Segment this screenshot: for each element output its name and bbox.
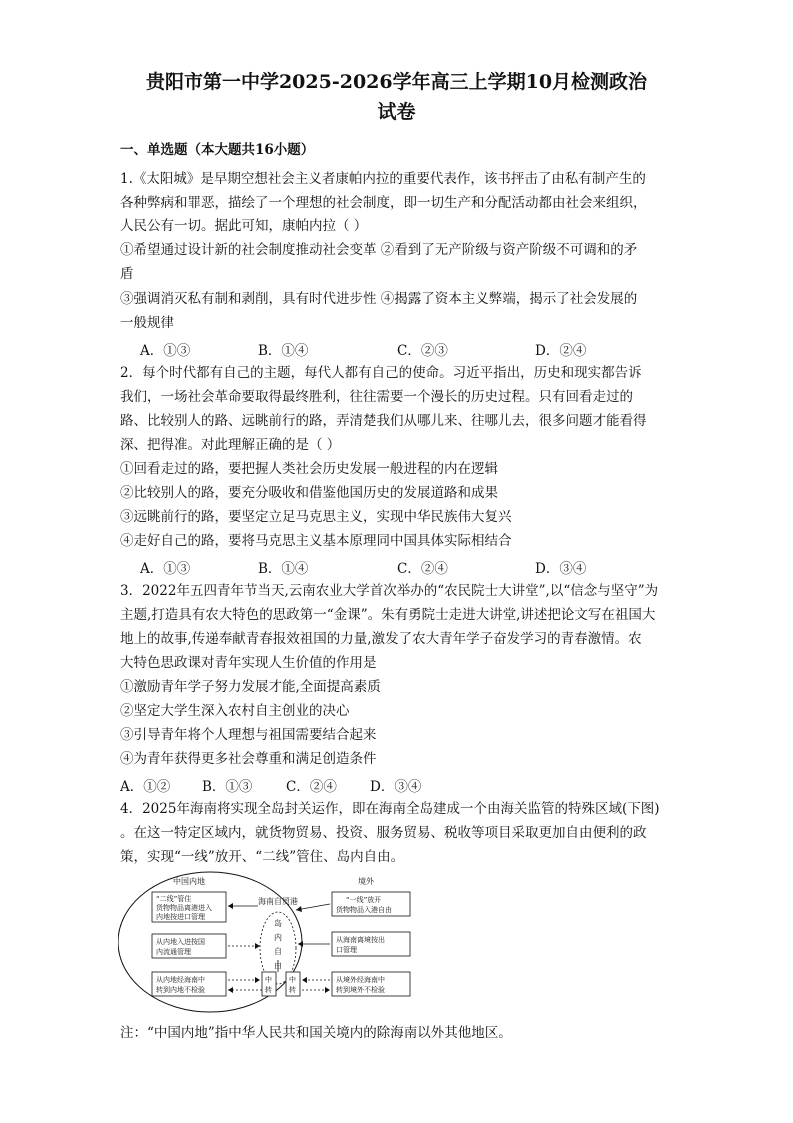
question-3-line: ③引导青年将个人理想与祖国需要结合起来 [120,727,377,743]
question-3-line: ②坚定大学生深入农村自主创业的决心 [120,703,350,719]
island-char: 自 [274,947,282,956]
question-1-line: ①希望通过设计新的社会制度推动社会变革 ②看到了无产阶级与资产阶级不可调和的矛 [120,242,638,258]
page-title-line2: 试卷 [377,101,416,123]
question-1-option-d[interactable]: D．②④ [535,343,587,359]
question-1-line: 1.《太阳城》是早期空想社会主义者康帕内拉的重要代表作，该书抨击了由私有制产生的 [120,171,646,187]
box-text: 转到内地不检验 [156,986,205,994]
box-text: 内地按进口管理 [156,913,205,921]
question-2-line: ①回看走过的路，要把握人类社会历史发展一般进程的内在逻辑 [120,461,498,477]
box-text: 从内地经海南中 [156,976,205,984]
transit-char: 中 [289,976,296,984]
mainland-label: 中国内地 [173,877,205,886]
arrow-head [298,941,303,947]
diagram-note: 注：“中国内地”指中华人民共和国关境内的除海南以外其他地区。 [120,1025,512,1041]
question-3-line: ④为青年获得更多社会尊重和满足创造条件 [120,751,377,767]
question-2-option-d[interactable]: D．③④ [535,561,587,577]
question-2-line: 路、比较别人的路、远眺前行的路，弄清楚我们从哪儿来、往哪儿去，很多问题才能看得 [120,413,647,429]
question-3-line: 大特色思政课对青年实现人生价值的作用是 [120,655,377,671]
question-3-line: 地上的故事,传递奉献青春报效祖国的力量,激发了农大青年学子奋发学习的青春激情。农 [120,631,642,647]
section-heading: 一、单选题（本大题共16小题） [120,142,315,158]
island-char: 由 [274,961,282,970]
box-text: “二线”管住 [156,895,192,903]
question-2-line: ④走好自己的路，要将马克思主义基本原理同中国具体实际相结合 [120,533,512,549]
transit-char: 中 [265,976,272,984]
question-1-line: 一般规律 [120,315,174,331]
question-2-line: 2．每个时代都有自己的主题，每代人都有自己的使命。习近平指出，历史和现实都告诉 [120,365,642,381]
arrow-head [296,906,302,912]
box-text: 口管理 [336,946,357,954]
question-4-line: 策，实现“一线”放开、“二线”管住、岛内自由。 [120,849,405,865]
question-3-option-c[interactable]: C．②④ [286,779,337,795]
box-text: “一线”放开 [346,896,382,904]
arrow-head [302,977,307,983]
box-text: 从内地入进按国 [156,938,205,946]
ftp-label: 海南自贸港 [258,897,298,906]
question-1-line: 各种弊病和罪恶，描绘了一个理想的社会制度，即一切生产和分配活动都由社会来组织， [120,195,647,211]
abroad-label: 境外 [358,877,374,886]
arrow-head [255,943,260,949]
box-text: 从海南离境按出 [336,936,385,944]
question-3-option-b[interactable]: B．①③ [202,779,253,795]
question-1-line: 盾 [120,266,134,282]
box-text: 货物物品入港自由 [336,906,392,914]
question-1-option-c[interactable]: C．②③ [397,343,448,359]
box-text: 内流通管理 [156,948,191,956]
question-1-line: 人民公有一切。据此可知，康帕内拉（ ） [120,218,368,234]
page-title-line1: 贵阳市第一中学2025-2026学年高三上学期10月检测政治 [145,71,648,93]
question-3-line: 主题,打造具有农大特色的思政第一“金课”。朱有勇院士走进大讲堂,讲述把论文写在祖国大 [120,607,656,623]
question-3-line: ①激励青年学子努力发展才能,全面提高素质 [120,679,381,695]
question-1-option-a[interactable]: A．①③ [140,343,191,359]
question-2-line: 我们，一场社会革命要取得最终胜利，往往需要一个漫长的历史过程。只有回看走过的 [120,389,633,405]
transit-char: 转 [289,986,296,994]
transit-char: 转 [265,986,272,994]
arrow-head [325,987,330,993]
arrow-head [228,987,233,993]
question-4-line: 4．2025年海南将实现全岛封关运作，即在海南全岛建成一个由海关监管的特殊区域(下图) [120,801,660,817]
question-3-option-a[interactable]: A．①② [120,779,171,795]
box-text: 货物物品离港进入 [156,904,212,912]
box-text: 从境外经海南中 [336,976,385,984]
question-1-option-b[interactable]: B．①④ [258,343,309,359]
question-2-line: ②比较别人的路，要充分吸收和借鉴他国历史的发展道路和成果 [120,485,498,501]
question-3-line: 3．2022年五四青年节当天,云南农业大学首次举办的“农民院士大讲堂”,以“信念与坚守”为 [120,583,659,599]
question-4-line: 。在这一特定区域内，就货物贸易、投资、服务贸易、税收等项目采取更加自由便利的政 [120,825,647,841]
question-2-line: ③远眺前行的路，要坚定立足马克思主义，实现中华民族伟大复兴 [120,509,512,525]
question-2-option-c[interactable]: C．②④ [397,561,448,577]
island-char: 内 [274,933,282,942]
question-1-line: ③强调消灭私有制和剥削，具有时代进步性 ④揭露了资本主义弊端，揭示了社会发展的 [120,291,638,307]
island-char: 岛 [274,919,282,928]
question-2-option-b[interactable]: B．①④ [258,561,309,577]
question-2-line: 深、把得准。对此理解正确的是（ ） [120,437,341,453]
hainan-ftp-diagram [118,870,418,1016]
question-2-option-a[interactable]: A．①③ [140,561,191,577]
question-3-option-d[interactable]: D．③④ [370,779,422,795]
arrow-head [228,903,233,909]
box-text: 转到境外不检验 [336,986,385,994]
arrow-head [255,977,260,983]
